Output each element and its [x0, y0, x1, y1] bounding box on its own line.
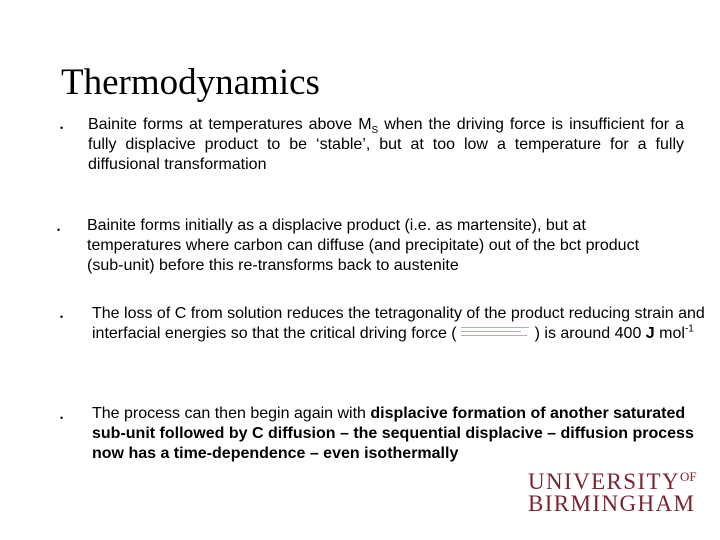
subscript: S: [371, 125, 379, 137]
bullet-dot: •: [60, 123, 64, 133]
logo-line-1: [528, 466, 697, 493]
superscript: -1: [684, 323, 694, 335]
bullet-text: Bainite forms initially as a displacive product (i.e. as martensite), but at temperatures where carbon can diffuse (and precipitate) out of the bct product (sub-unit) before this re-transforms back to austenite: [87, 217, 640, 274]
bold-text: displacive formation of another saturated sub-unit followed by C diffusion – the sequential displacive – diffusion process now has a time-dependence – even isothermally: [92, 405, 694, 462]
bullet-text: [92, 404, 712, 464]
bullet-text-part: mol: [654, 325, 685, 342]
bullet-dot: •: [60, 312, 64, 322]
bullet-text: [92, 304, 712, 344]
logo-word-birmingham: BIRMINGHAM: [528, 491, 696, 516]
logo-word-university: UNIVERSITY: [528, 469, 680, 494]
bullet-text-part: The process can then begin again with: [92, 405, 371, 422]
bold-text: J: [645, 325, 655, 342]
bullet-dot: •: [60, 413, 64, 423]
embedded-equation-image: [457, 324, 535, 342]
bullet-text-part: The loss of C from solution reduces the tetragonality of the product reducing strain and interfacial energies so that the critical driving force (: [92, 305, 705, 342]
bullet-text-part: ) is around 400: [534, 325, 646, 342]
slide-title: Thermodynamics: [61, 62, 320, 103]
bullet-text-part: Bainite forms at temperatures above M: [88, 116, 372, 133]
bullet-dot: •: [57, 225, 61, 235]
bullet-text-part: when the driving force is insufficient for a fully displacive product to be ‘stable’, but at too low a temperature for a fully diffusional transformation: [88, 116, 684, 173]
logo-word-of: OF: [680, 469, 697, 484]
bullet-text: [88, 115, 684, 175]
university-logo: [528, 466, 697, 515]
